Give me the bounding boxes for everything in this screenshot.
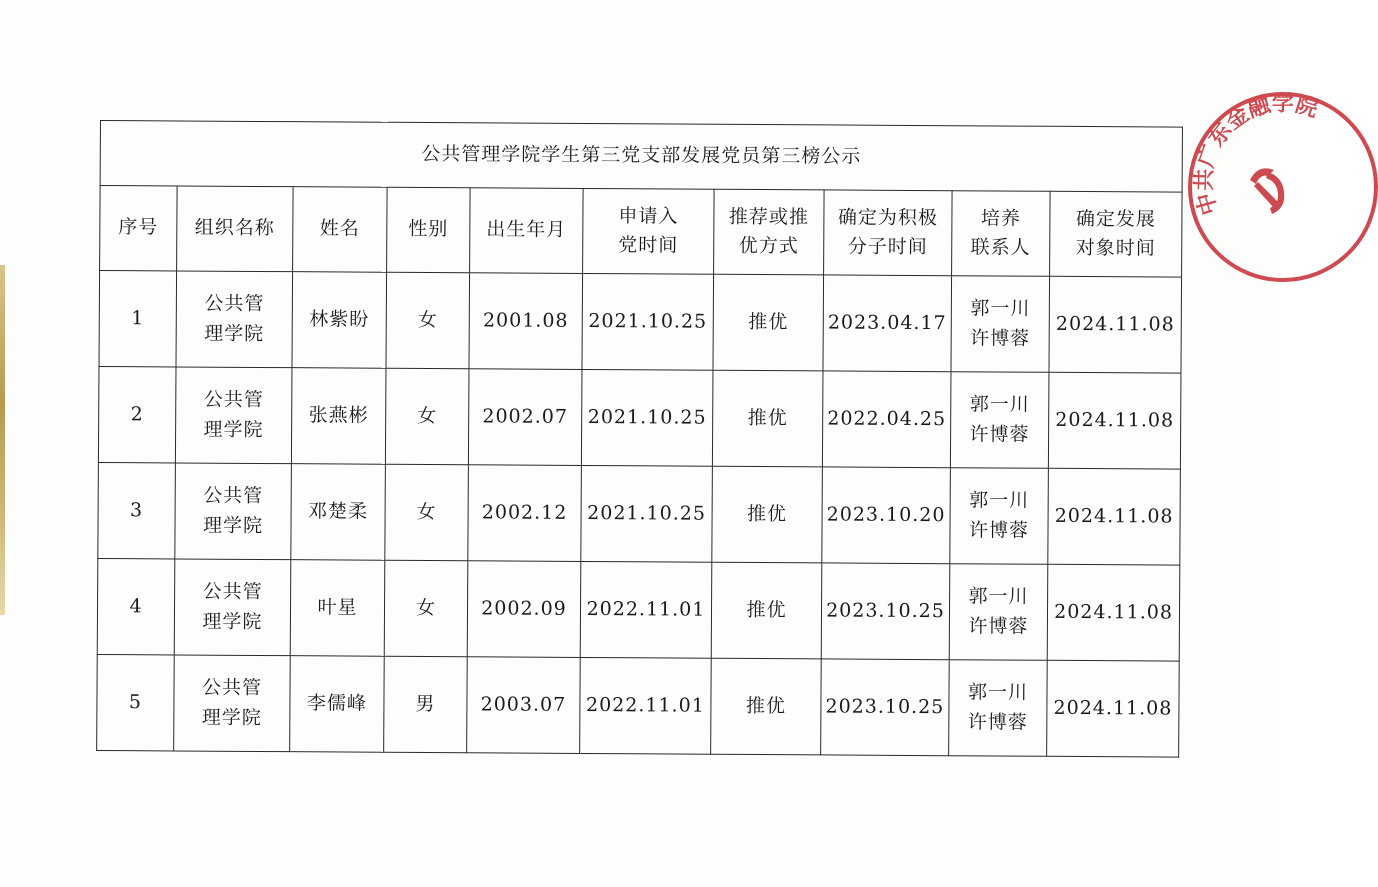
cell-serial-number: 3 bbox=[98, 462, 176, 558]
cell-gender: 女 bbox=[384, 560, 468, 657]
cell-serial-number: 1 bbox=[99, 271, 177, 367]
cell-target-date: 2024.11.08 bbox=[1049, 276, 1182, 373]
cell-activist-date: 2022.04.25 bbox=[822, 371, 951, 468]
cell-gender: 女 bbox=[386, 272, 470, 369]
column-header bbox=[583, 188, 715, 274]
cell-contacts-line: 郭一川 bbox=[970, 297, 1031, 320]
official-seal bbox=[1188, 92, 1378, 282]
cell-organization-line: 理学院 bbox=[204, 322, 265, 345]
cell-contacts-line: 许博蓉 bbox=[970, 326, 1031, 350]
cell-contacts bbox=[950, 468, 1049, 565]
cell-activist-date: 2023.04.17 bbox=[823, 275, 952, 372]
document-title: 公共管理学院学生第三党支部发展党员第三榜公示 bbox=[100, 121, 1182, 193]
column-header bbox=[177, 186, 294, 272]
column-header-line: 推荐或推 bbox=[728, 205, 809, 228]
cell-organization bbox=[175, 463, 292, 560]
column-header-line: 申请入 bbox=[618, 204, 679, 228]
cell-activist-date: 2023.10.25 bbox=[821, 659, 950, 756]
cell-organization-line: 理学院 bbox=[203, 418, 264, 441]
cell-recommend-method: 推优 bbox=[711, 658, 822, 755]
cell-organization bbox=[174, 655, 291, 752]
cell-organization-line: 公共管 bbox=[203, 484, 264, 508]
column-header bbox=[1050, 191, 1183, 277]
cell-birth-date: 2001.08 bbox=[469, 273, 583, 370]
cell-name: 张燕彬 bbox=[291, 368, 386, 465]
cell-organization-line: 理学院 bbox=[201, 706, 262, 729]
cell-recommend-method: 推优 bbox=[712, 370, 823, 467]
cell-contacts-line: 郭一川 bbox=[969, 489, 1030, 512]
cell-application-date: 2022.11.01 bbox=[580, 561, 712, 658]
column-header-line: 性别 bbox=[408, 218, 449, 241]
cell-target-date: 2024.11.08 bbox=[1048, 468, 1181, 565]
cell-birth-date: 2002.07 bbox=[468, 369, 582, 466]
cell-recommend-method: 推优 bbox=[712, 466, 823, 563]
cell-target-date: 2024.11.08 bbox=[1047, 564, 1180, 661]
cell-recommend-method: 推优 bbox=[713, 274, 824, 371]
table-row bbox=[97, 558, 1180, 661]
cell-name: 李儒峰 bbox=[290, 656, 385, 753]
cell-name: 叶星 bbox=[290, 560, 385, 657]
column-header-line: 对象时间 bbox=[1075, 236, 1156, 260]
table-body bbox=[97, 271, 1182, 758]
column-header-line: 培养 bbox=[980, 206, 1021, 230]
column-header bbox=[952, 191, 1051, 277]
cell-serial-number: 2 bbox=[98, 366, 176, 462]
column-header bbox=[714, 189, 825, 275]
cell-activist-date: 2023.10.20 bbox=[822, 467, 951, 564]
cell-application-date: 2021.10.25 bbox=[581, 465, 713, 562]
cell-organization-line: 理学院 bbox=[202, 514, 264, 537]
cell-contacts-line: 许博蓉 bbox=[968, 518, 1030, 542]
seal-text: 中共广东金融学院 bbox=[1192, 92, 1321, 218]
cell-target-date: 2024.11.08 bbox=[1047, 660, 1180, 757]
table-row bbox=[98, 366, 1181, 469]
cell-gender: 女 bbox=[385, 368, 469, 465]
column-header-line: 优方式 bbox=[738, 234, 799, 258]
cell-name: 林紫盼 bbox=[292, 272, 387, 369]
cell-birth-date: 2003.07 bbox=[467, 657, 581, 754]
cell-contacts-line: 郭一川 bbox=[969, 393, 1030, 416]
cell-application-date: 2021.10.25 bbox=[581, 369, 713, 466]
column-header bbox=[387, 187, 471, 273]
cell-gender: 女 bbox=[385, 464, 469, 561]
cell-name: 邓楚柔 bbox=[291, 464, 386, 561]
column-header bbox=[293, 187, 388, 273]
cell-organization-line: 公共管 bbox=[202, 580, 263, 604]
announcement-table bbox=[96, 120, 1183, 758]
table-row bbox=[98, 462, 1181, 565]
column-header bbox=[824, 190, 953, 276]
cell-organization-line: 公共管 bbox=[201, 676, 263, 700]
column-header-line: 确定发展 bbox=[1075, 207, 1157, 231]
title-row bbox=[100, 121, 1182, 193]
cell-contacts bbox=[950, 372, 1049, 469]
table-row bbox=[99, 271, 1182, 374]
column-header-line: 确定为积极 bbox=[837, 206, 938, 229]
announcement-table-wrapper bbox=[96, 120, 1182, 757]
cell-activist-date: 2023.10.25 bbox=[821, 563, 950, 660]
cell-application-date: 2022.11.01 bbox=[580, 657, 712, 754]
cell-serial-number: 4 bbox=[97, 558, 175, 654]
table-row bbox=[97, 654, 1180, 757]
cell-contacts bbox=[949, 564, 1048, 661]
cell-application-date: 2021.10.25 bbox=[582, 273, 714, 370]
cell-organization-line: 理学院 bbox=[202, 610, 263, 633]
cell-contacts-line: 许博蓉 bbox=[968, 614, 1029, 638]
cell-organization bbox=[175, 367, 292, 464]
cell-contacts bbox=[949, 660, 1048, 757]
cell-gender: 男 bbox=[384, 656, 468, 753]
column-header-line: 序号 bbox=[118, 216, 159, 239]
cell-organization bbox=[176, 271, 293, 368]
cell-organization bbox=[174, 559, 291, 656]
header-row bbox=[100, 186, 1183, 278]
seal-graphic bbox=[1188, 92, 1378, 282]
cell-serial-number: 5 bbox=[97, 654, 175, 750]
cell-contacts-line: 许博蓉 bbox=[967, 710, 1028, 734]
cell-birth-date: 2002.12 bbox=[468, 465, 582, 562]
cell-contacts-line: 郭一川 bbox=[968, 585, 1029, 608]
column-header bbox=[470, 188, 584, 274]
cell-recommend-method: 推优 bbox=[711, 562, 822, 659]
column-header-line: 姓名 bbox=[319, 217, 360, 240]
party-emblem-icon bbox=[1250, 168, 1284, 214]
column-header-line: 分子时间 bbox=[847, 235, 928, 259]
column-header-line: 出生年月 bbox=[486, 218, 567, 242]
cell-organization-line: 公共管 bbox=[203, 388, 264, 412]
page-edge-strip bbox=[0, 265, 5, 615]
cell-target-date: 2024.11.08 bbox=[1048, 372, 1181, 469]
column-header-line: 党时间 bbox=[618, 234, 679, 257]
cell-contacts-line: 许博蓉 bbox=[969, 422, 1030, 446]
column-header-line: 联系人 bbox=[970, 236, 1031, 259]
cell-contacts-line: 郭一川 bbox=[967, 681, 1029, 704]
column-header bbox=[100, 186, 178, 271]
cell-organization-line: 公共管 bbox=[204, 292, 265, 316]
column-header-line: 组织名称 bbox=[194, 216, 275, 240]
cell-contacts bbox=[951, 276, 1050, 373]
cell-birth-date: 2002.09 bbox=[467, 561, 581, 658]
